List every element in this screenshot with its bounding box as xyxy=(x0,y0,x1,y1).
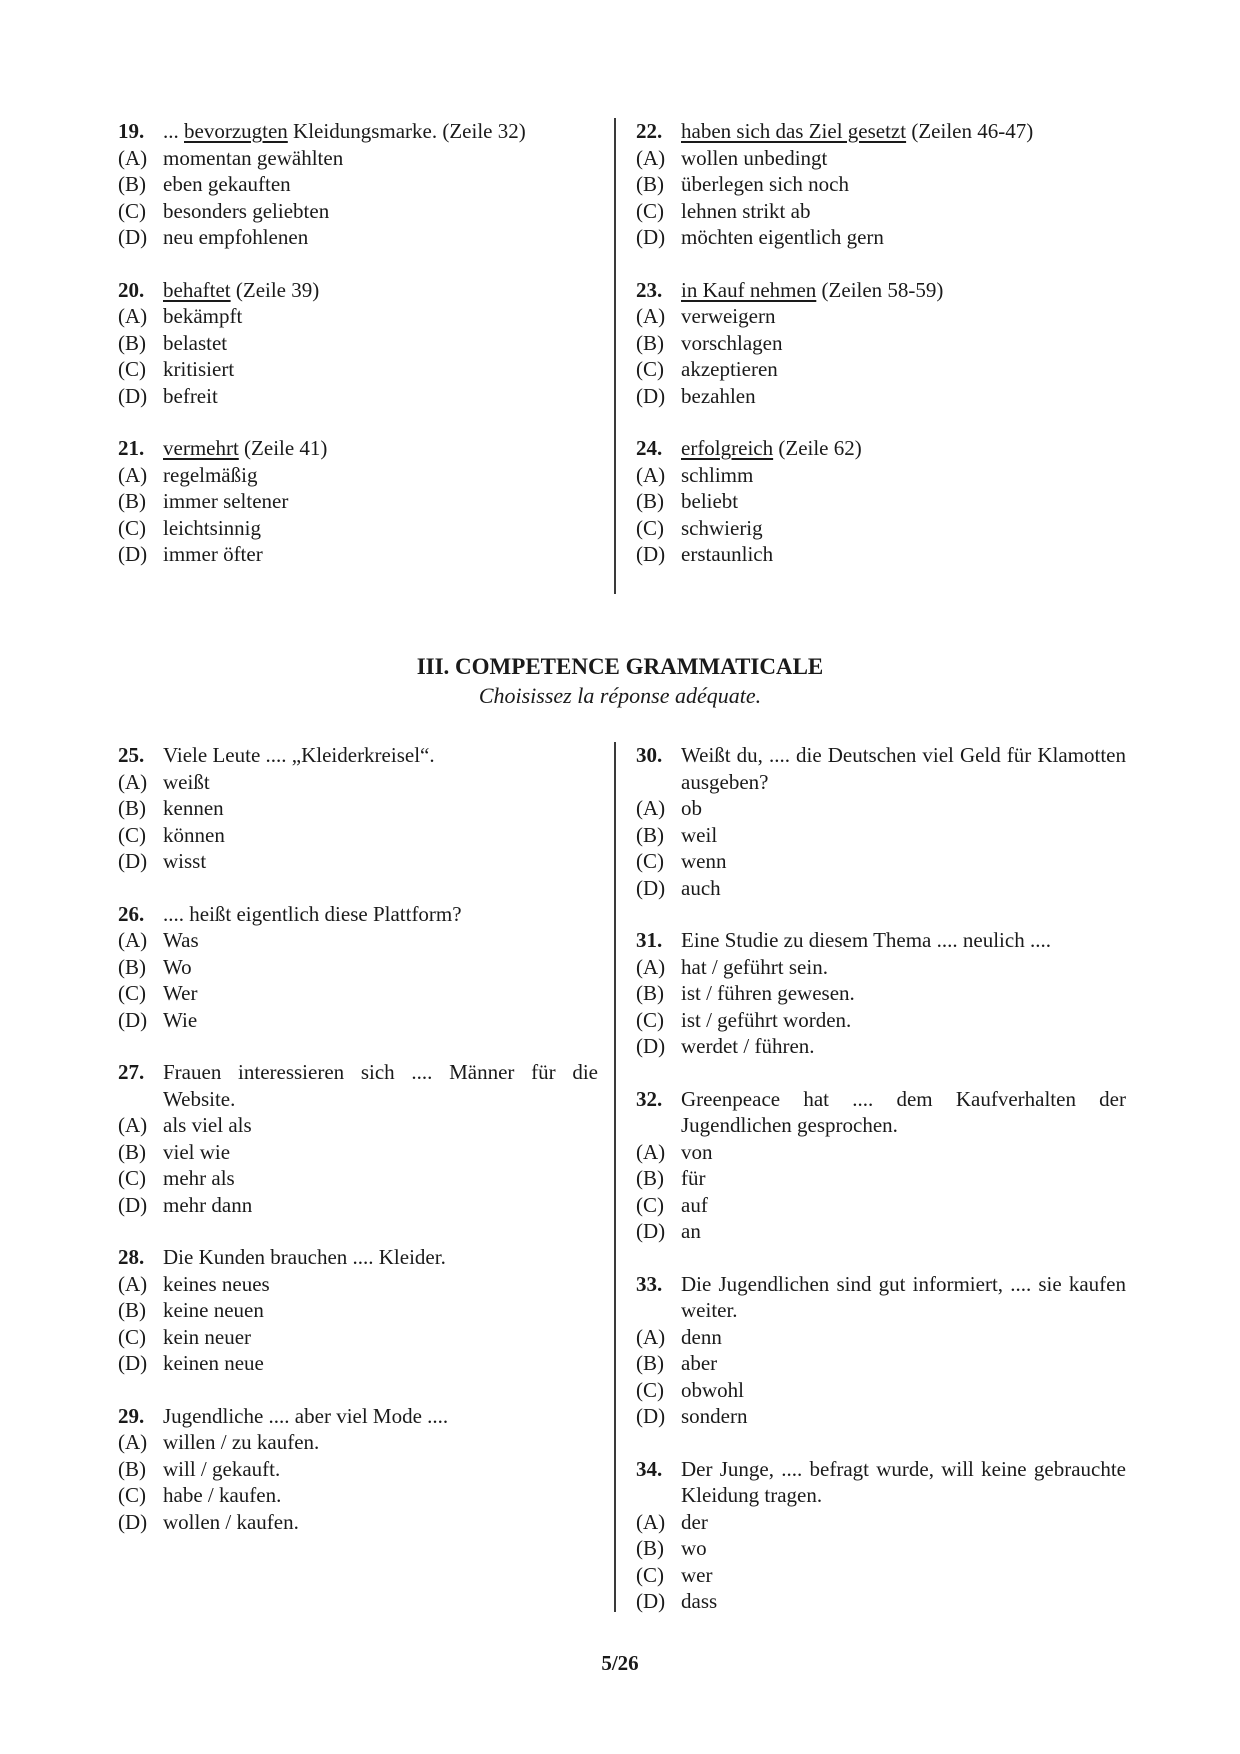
question-stem: ... bevorzugten Kleidungsmarke. (Zeile 32) xyxy=(163,119,526,143)
option-a[interactable]: (A) der xyxy=(636,1509,708,1534)
question-19 xyxy=(118,118,598,251)
question-33 xyxy=(636,1271,1126,1430)
option-d[interactable]: (D) möchten eigentlich gern xyxy=(636,225,884,249)
question-stem: haben sich das Ziel gesetzt (Zeilen 46-47) xyxy=(681,119,1034,143)
question-number: 29. xyxy=(118,1403,145,1428)
option-a[interactable]: (A) wollen unbedingt xyxy=(636,145,828,170)
column-divider xyxy=(614,742,616,1612)
option-c[interactable]: (C) leichtsinnig xyxy=(118,515,261,540)
option-b[interactable]: (B) belastet xyxy=(118,330,228,355)
option-d[interactable]: (D) auch xyxy=(636,875,721,900)
option-c[interactable]: (C) Wer xyxy=(118,981,198,1005)
option-b[interactable]: (B) ist / führen gewesen. xyxy=(636,981,855,1005)
question-27 xyxy=(118,1059,598,1218)
option-b[interactable]: (B) Wo xyxy=(118,954,192,979)
option-a[interactable]: (A) verweigern xyxy=(636,304,776,328)
question-stem: Frauen interessieren sich .... Männer für die Website. xyxy=(163,1060,598,1111)
option-c[interactable]: (C) lehnen strikt ab xyxy=(636,198,811,223)
question-number: 19. xyxy=(118,119,145,143)
option-c[interactable]: (C) können xyxy=(118,822,225,847)
question-24 xyxy=(636,435,1126,568)
option-a[interactable]: (A) als viel als xyxy=(118,1113,252,1137)
question-31 xyxy=(636,927,1126,1060)
question-number: 32. xyxy=(636,1086,663,1111)
question-number: 30. xyxy=(636,743,663,767)
option-c[interactable]: (C) schwierig xyxy=(636,515,763,540)
question-22 xyxy=(636,118,1126,251)
question-26 xyxy=(118,901,598,1034)
question-number: 31. xyxy=(636,928,663,952)
question-21 xyxy=(118,435,598,568)
question-29 xyxy=(118,1403,598,1536)
question-30 xyxy=(636,742,1126,901)
option-d[interactable]: (D) an xyxy=(636,1219,701,1243)
option-c[interactable]: (C) akzeptieren xyxy=(636,357,778,381)
option-d[interactable]: (D) Wie xyxy=(118,1007,198,1032)
option-a[interactable]: (A) ob xyxy=(636,796,702,820)
option-c[interactable]: (C) wer xyxy=(636,1562,713,1587)
option-b[interactable]: (B) für xyxy=(636,1166,706,1190)
option-b[interactable]: (B) beliebt xyxy=(636,489,739,513)
option-c[interactable]: (C) obwohl xyxy=(636,1377,744,1402)
question-32 xyxy=(636,1086,1126,1245)
question-number: 22. xyxy=(636,119,663,143)
option-d[interactable]: (D) mehr dann xyxy=(118,1192,253,1217)
option-b[interactable]: (B) eben gekauften xyxy=(118,172,291,196)
option-a[interactable]: (A) denn xyxy=(636,1324,722,1349)
question-stem: Greenpeace hat .... dem Kaufverhalten der Jugendlichen gesprochen. xyxy=(681,1086,1126,1137)
question-stem: vermehrt (Zeile 41) xyxy=(163,436,328,460)
question-28 xyxy=(118,1244,598,1377)
section-subtitle: Choisissez la réponse adéquate. xyxy=(478,683,762,708)
option-a[interactable]: (A) weißt xyxy=(118,769,210,794)
option-c[interactable]: (C) habe / kaufen. xyxy=(118,1483,282,1507)
option-d[interactable]: (D) immer öfter xyxy=(118,542,263,566)
option-b[interactable]: (B) weil xyxy=(636,822,718,847)
option-b[interactable]: (B) keine neuen xyxy=(118,1298,264,1322)
question-stem: erfolgreich (Zeile 62) xyxy=(681,436,862,460)
option-c[interactable]: (C) kritisiert xyxy=(118,357,235,381)
section-heading xyxy=(0,652,1240,710)
option-b[interactable]: (B) aber xyxy=(636,1351,718,1375)
page-number: 5/26 xyxy=(601,1651,639,1675)
option-d[interactable]: (D) neu empfohlenen xyxy=(118,225,309,249)
underlined-phrase: bevorzugten xyxy=(184,119,288,143)
question-stem: in Kauf nehmen (Zeilen 58-59) xyxy=(681,277,944,302)
grammar-column-left xyxy=(118,742,598,1561)
question-stem: Weißt du, .... die Deutschen viel Geld für Klamotten ausgeben? xyxy=(681,743,1126,794)
option-c[interactable]: (C) wenn xyxy=(636,849,727,873)
option-c[interactable]: (C) mehr als xyxy=(118,1166,235,1190)
question-stem: Viele Leute .... „Kleiderkreisel“. xyxy=(163,743,435,767)
underlined-phrase: behaftet xyxy=(163,277,231,302)
option-d[interactable]: (D) keinen neue xyxy=(118,1351,264,1375)
option-d[interactable]: (D) werdet / führen. xyxy=(636,1034,815,1058)
option-c[interactable]: (C) auf xyxy=(636,1192,708,1217)
vocab-column-right xyxy=(636,118,1126,594)
question-34 xyxy=(636,1456,1126,1615)
option-a[interactable]: (A) bekämpft xyxy=(118,304,243,328)
question-number: 34. xyxy=(636,1456,663,1481)
option-a[interactable]: (A) von xyxy=(636,1139,713,1164)
question-number: 27. xyxy=(118,1060,145,1084)
option-d[interactable]: (D) sondern xyxy=(636,1404,748,1428)
option-a[interactable]: (A) Was xyxy=(118,928,199,952)
question-number: 28. xyxy=(118,1245,145,1269)
option-a[interactable]: (A) willen / zu kaufen. xyxy=(118,1430,320,1454)
option-b[interactable]: (B) immer seltener xyxy=(118,489,289,513)
option-c[interactable]: (C) kein neuer xyxy=(118,1324,252,1349)
option-a[interactable]: (A) momentan gewählten xyxy=(118,145,344,170)
question-stem: .... heißt eigentlich diese Plattform? xyxy=(163,901,462,926)
option-b[interactable]: (B) kennen xyxy=(118,796,224,820)
option-b[interactable]: (B) will / gekauft. xyxy=(118,1456,281,1481)
vocab-column-left xyxy=(118,118,598,594)
option-d[interactable]: (D) bezahlen xyxy=(636,383,756,408)
underlined-phrase: vermehrt xyxy=(163,436,239,460)
option-d[interactable]: (D) erstaunlich xyxy=(636,542,774,566)
question-25 xyxy=(118,742,598,875)
option-a[interactable]: (A) keines neues xyxy=(118,1271,270,1296)
question-stem: Eine Studie zu diesem Thema .... neulich .... xyxy=(681,928,1051,952)
question-number: 20. xyxy=(118,277,145,302)
question-number: 33. xyxy=(636,1271,663,1296)
question-stem: Jugendliche .... aber viel Mode .... xyxy=(163,1403,449,1428)
question-number: 24. xyxy=(636,436,663,460)
underlined-phrase: haben sich das Ziel gesetzt xyxy=(681,119,907,143)
question-stem: Die Jugendlichen sind gut informiert, .... sie kaufen weiter. xyxy=(681,1271,1126,1322)
underlined-phrase: in Kauf nehmen xyxy=(681,277,817,302)
option-a[interactable]: (A) regelmäßig xyxy=(118,462,258,487)
option-c[interactable]: (C) ist / geführt worden. xyxy=(636,1007,852,1032)
question-stem: Die Kunden brauchen .... Kleider. xyxy=(163,1245,446,1269)
option-b[interactable]: (B) vorschlagen xyxy=(636,330,783,355)
option-d[interactable]: (D) wollen / kaufen. xyxy=(118,1509,299,1534)
option-d[interactable]: (D) befreit xyxy=(118,383,218,408)
question-number: 23. xyxy=(636,277,663,302)
option-a[interactable]: (A) schlimm xyxy=(636,462,754,487)
question-stem: Der Junge, .... befragt wurde, will keine gebrauchte Kleidung tragen. xyxy=(681,1456,1126,1507)
question-number: 26. xyxy=(118,901,145,926)
option-b[interactable]: (B) viel wie xyxy=(118,1139,231,1164)
option-c[interactable]: (C) besonders geliebten xyxy=(118,198,330,223)
question-20 xyxy=(118,277,598,410)
option-b[interactable]: (B) überlegen sich noch xyxy=(636,172,849,196)
option-b[interactable]: (B) wo xyxy=(636,1536,707,1560)
question-number: 25. xyxy=(118,743,145,767)
question-23 xyxy=(636,277,1126,410)
question-stem: behaftet (Zeile 39) xyxy=(163,277,320,302)
option-a[interactable]: (A) hat / geführt sein. xyxy=(636,954,828,979)
section-title: III. COMPETENCE GRAMMATICALE xyxy=(416,654,824,679)
option-d[interactable]: (D) dass xyxy=(636,1589,718,1613)
question-number: 21. xyxy=(118,436,145,460)
column-divider xyxy=(614,118,616,594)
option-d[interactable]: (D) wisst xyxy=(118,849,207,873)
underlined-phrase: erfolgreich xyxy=(681,436,774,460)
grammar-column-right xyxy=(636,742,1126,1641)
